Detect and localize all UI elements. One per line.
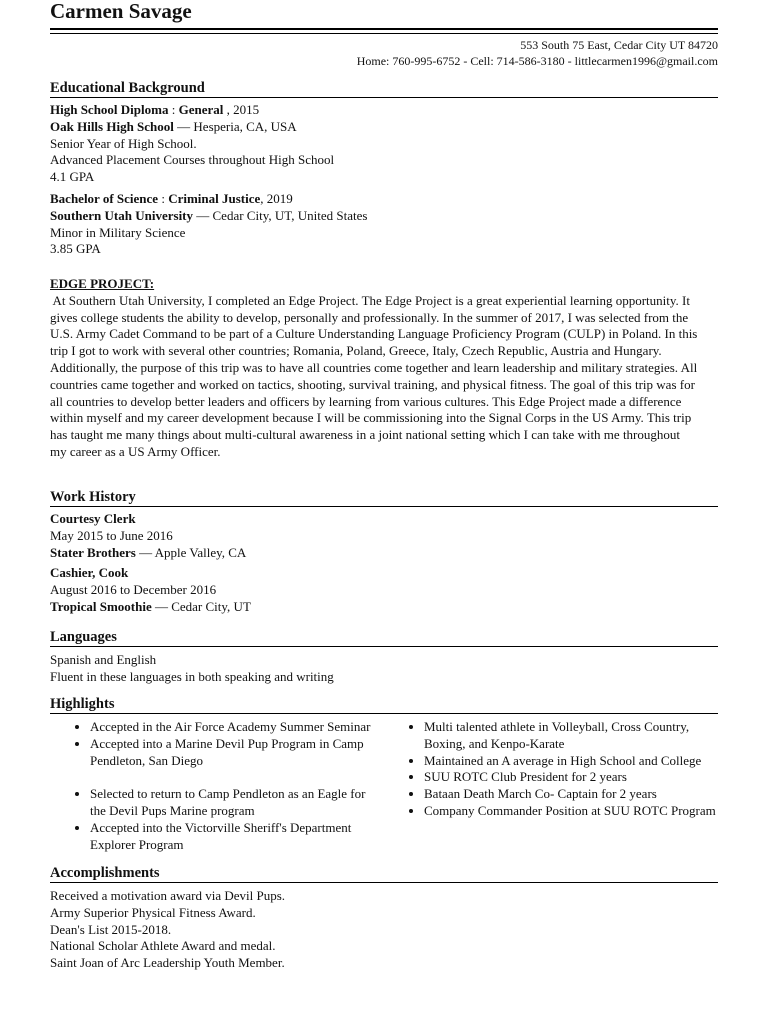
paragraph-line: At Southern Utah University, I completed an Edge Project. The Edge Project is a great experiential learning opportunity. It [50, 292, 690, 308]
section-heading: Highlights [50, 695, 718, 714]
edge-heading: EDGE PROJECT: [50, 276, 155, 291]
separator: : [158, 190, 169, 206]
school: Oak Hills High School [50, 118, 174, 134]
edge-project-section [50, 276, 718, 461]
employer: Tropical Smoothie [50, 598, 152, 614]
location: Apple Valley, CA [154, 544, 247, 560]
school: Southern Utah University [50, 207, 194, 223]
section-heading: Educational Background [50, 79, 718, 98]
location: Cedar City, UT [171, 598, 251, 614]
paragraph-line: Additionally, the purpose of this trip was to have all countries come together and learn leadership and military strategies. All [50, 359, 698, 375]
paragraph-line: gives college students the ability to develop, personally and professionally. In the summer of 2017, I was selected from the [50, 309, 689, 325]
language-line: Spanish and English [50, 652, 157, 667]
header-rule-thin [50, 33, 718, 34]
phones-email: Home: 760-995-6752 - Cell: 714-586-3180 - littlecarmen1996@gmail.com [356, 54, 718, 68]
dash: — [173, 118, 194, 134]
highlight-item: • Bataan Death March Co- Captain for 2 years [424, 786, 718, 803]
section-heading: Accomplishments [50, 864, 718, 883]
accomplishment-line: Received a motivation award via Devil Pups. [50, 888, 286, 903]
job-entry [50, 511, 718, 561]
detail-line: 3.85 GPA [50, 241, 101, 257]
edge-paragraph [50, 293, 718, 461]
highlight-item: • Accepted into a Marine Devil Pup Program in Camp Pendleton, San Diego [90, 736, 380, 770]
degree: Bachelor of Science [50, 190, 159, 206]
paragraph-line: countries came together and worked on tactics, shooting, survival training, and physical fitness. The goal of this trip was for [50, 376, 695, 392]
candidate-name: Carmen Savage [50, 0, 192, 23]
address: 553 South 75 East, Cedar City UT 84720 [520, 38, 718, 52]
education-entry [50, 102, 718, 186]
job-title: Cashier, Cook [50, 565, 129, 581]
highlights-left-column [50, 719, 380, 854]
job-entry [50, 565, 718, 615]
paragraph-line: my career as a US Army Officer. [50, 443, 221, 459]
languages-section [50, 628, 718, 686]
highlights-section [50, 695, 718, 855]
year: , 2019 [260, 190, 293, 206]
accomplishment-line: Saint Joan of Arc Leadership Youth Member. [50, 955, 285, 971]
accomplishment-line: Army Superior Physical Fitness Award. [50, 904, 256, 920]
highlight-item: • SUU ROTC Club President for 2 years [424, 769, 718, 786]
paragraph-line: all countries to develop better leaders and officers by learning from various cultures. This Edge Project made a difference [50, 393, 682, 409]
education-entry [50, 191, 718, 258]
employer: Stater Brothers [50, 544, 136, 560]
header-rule [50, 28, 718, 30]
highlight-item: • Multi talented athlete in Volleyball, Cross Country, Boxing, and Kenpo-Karate [424, 719, 718, 753]
location: Hesperia, CA, USA [193, 118, 297, 134]
dash: — [135, 544, 155, 560]
job-dates: May 2015 to June 2016 [50, 527, 173, 543]
job-title: Courtesy Clerk [50, 511, 136, 526]
degree: High School Diploma [50, 102, 169, 117]
paragraph-line: has taught me many things about multi-cultural awareness in a joint national setting which I can take with me throughout [50, 427, 680, 443]
education-section [50, 79, 718, 258]
highlight-item: • Selected to return to Camp Pendleton as an Eagle for the Devil Pups Marine program [90, 786, 380, 820]
language-line: Fluent in these languages in both speaking and writing [50, 668, 334, 684]
year: , 2015 [223, 102, 260, 117]
highlight-item: • Maintained an A average in High School and College [424, 753, 718, 770]
work-history-section [50, 488, 718, 616]
accomplishment-line: Dean's List 2015-2018. [50, 921, 172, 937]
location: Cedar City, UT, United States [212, 207, 368, 223]
detail-line: Senior Year of High School. [50, 135, 197, 151]
highlight-item: • Accepted into the Victorville Sheriff's Department Explorer Program [90, 820, 380, 854]
paragraph-line: trip I got to work with several other countries; Romania, Poland, Greece, Italy, Czech Republic, Austria and Hungary. [50, 343, 662, 359]
accomplishments-section [50, 864, 718, 972]
contact-block [357, 37, 718, 69]
paragraph-line: U.S. Army Cadet Command to be part of a Culture Understanding Language Proficiency Program (CULP) in Poland. In this [50, 326, 698, 342]
detail-line: 4.1 GPA [50, 169, 95, 185]
highlight-item: • Accepted in the Air Force Academy Summer Seminar [90, 719, 380, 736]
field: Criminal Justice [168, 190, 261, 206]
dash: — [151, 598, 172, 614]
highlights-right-column [384, 719, 718, 820]
dash: — [193, 207, 213, 223]
field: General [178, 102, 224, 117]
job-dates: August 2016 to December 2016 [50, 582, 217, 598]
accomplishment-line: National Scholar Athlete Award and medal. [50, 938, 276, 954]
section-heading: Languages [50, 628, 718, 647]
highlight-item: • Company Commander Position at SUU ROTC Program [424, 803, 718, 820]
separator: : [168, 102, 179, 117]
section-heading: Work History [50, 488, 718, 507]
detail-line: Minor in Military Science [50, 224, 186, 240]
paragraph-line: within myself and my career development because I will be commissioning into the Signal Corps in the US Army. This trip [50, 410, 692, 426]
detail-line: Advanced Placement Courses throughout High School [50, 152, 335, 168]
